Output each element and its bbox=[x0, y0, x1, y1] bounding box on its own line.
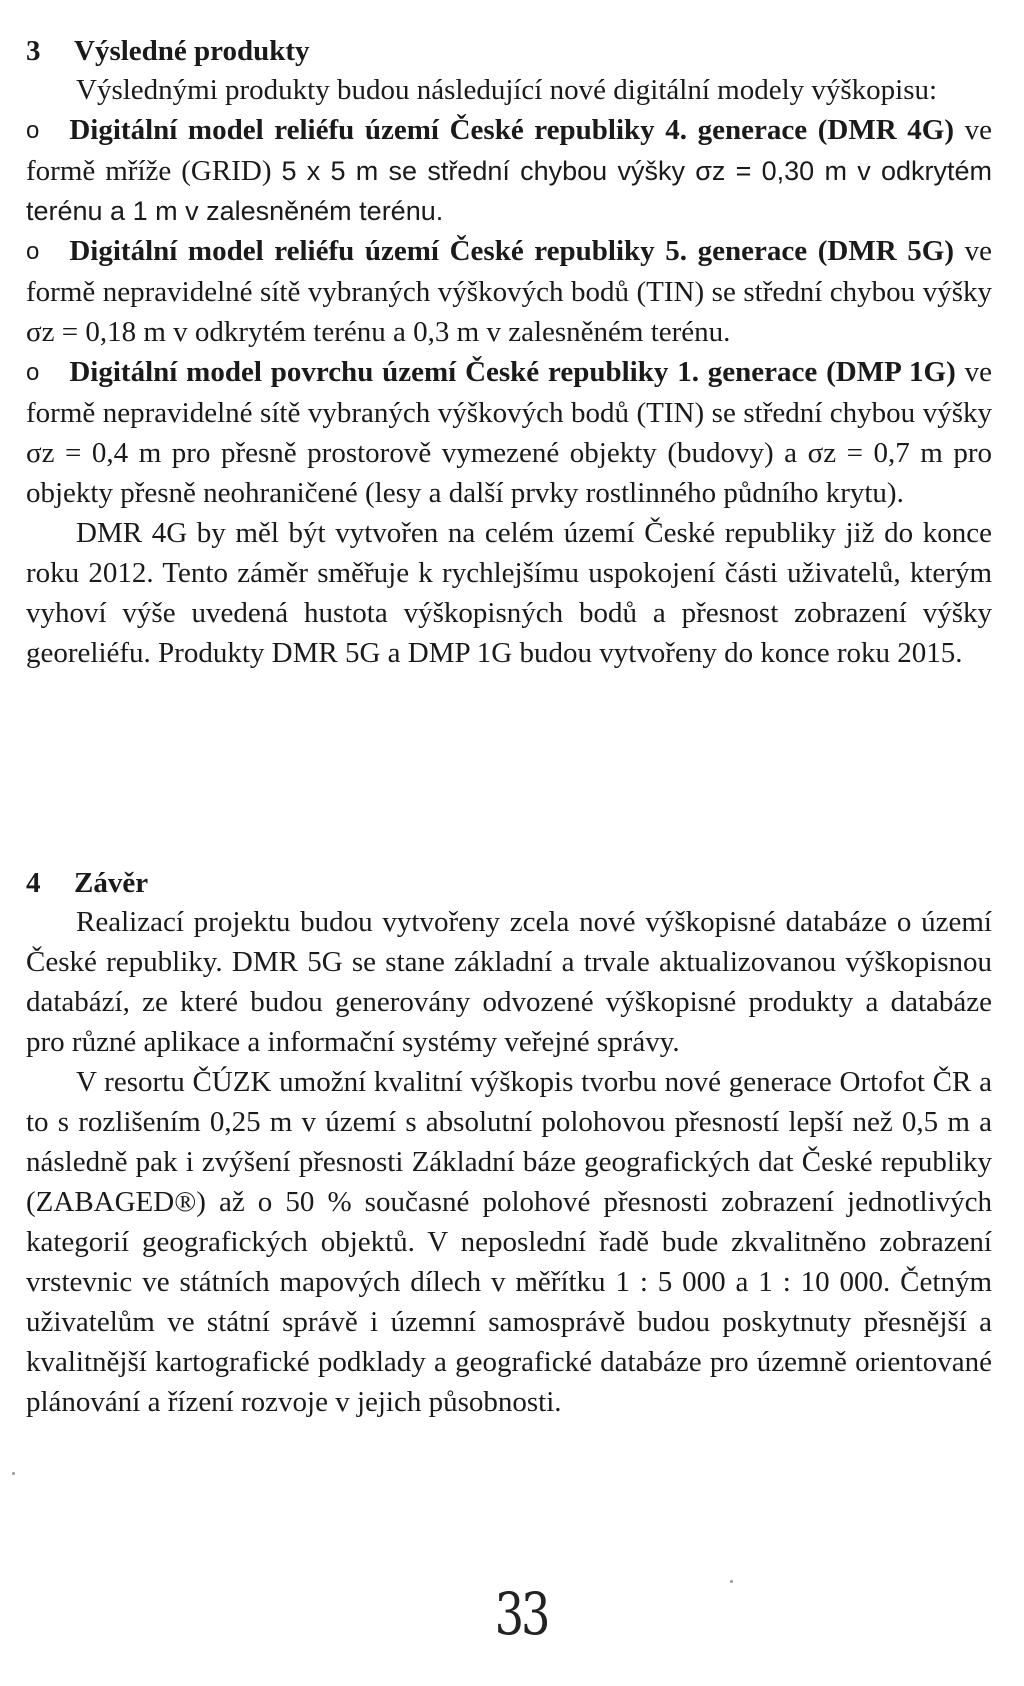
bullet-circle-icon: o bbox=[26, 117, 40, 144]
list-item-bold: Digitální model povrchu území České republiky 1. generace (DMP 1G) bbox=[69, 356, 956, 388]
section-number: 3 bbox=[26, 35, 41, 67]
document-page bbox=[26, 0, 992, 1686]
list-item bbox=[26, 352, 992, 513]
bullet-circle-icon: o bbox=[26, 359, 40, 386]
section-title: Závěr bbox=[74, 867, 149, 899]
section-heading bbox=[26, 34, 992, 68]
section-closing-paragraph: DMR 4G by měl být vytvořen na celém území České republiky již do konce roku 2012. Tento záměr směřuje k rychlejšímu uspokojení části uživatelů, kterým vyhoví výše uvedená hustota výškopisných bodů a přesnost zobrazení výšky georeliéfu. Produkty DMR 5G a DMP 1G budou vytvořeny do konce roku 2015. bbox=[26, 517, 992, 669]
paragraph: V resortu ČÚZK umožní kvalitní výškopis tvorbu nové generace Ortofot ČR a to s rozlišením 0,25 m v území s absolutní polohovou přesností lepší než 0,5 m a následně pak i zvýšení přesnosti Základní báze geografických dat České republiky (ZABAGED®) až o 50 % současné polohové přesnosti zobrazení jednotlivých kategorií geografických objektů. V neposlední řadě bude zkvalitněno zobrazení vrstevnic ve státních mapových dílech v měřítku 1 : 5 000 a 1 : 10 000. Četným uživatelům ve státní správě i územní samosprávě budou poskytnuty přesnější a kvalitnější kartografické podklady a geografické databáze pro územně orientované plánování a řízení rozvoje v jejich působnosti. bbox=[26, 1066, 992, 1418]
list-item-text-sans: 5 x 5 m se střední chybou výšky σz = 0,30 m v odkrytém terénu a 1 m v zalesněném terénu. bbox=[26, 156, 992, 226]
page-number: 33 bbox=[494, 1580, 548, 1648]
list-item bbox=[26, 110, 992, 231]
list-item-bold: Digitální model reliéfu území České republiky 4. generace (DMR 4G) bbox=[69, 114, 955, 146]
list-item-text: ve formě nepravidelné sítě vybraných výškových bodů (TIN) se střední chybou výšky σz = 0,4 m pro přesně prostorově vymezené objekty (budovy) a σz = 0,7 m pro objekty přesně neohraničené (lesy a další prvky rostlinného půdního krytu). bbox=[26, 356, 992, 509]
section-intro: Výslednými produkty budou následující nové digitální modely výškopisu: bbox=[76, 74, 938, 106]
section-3 bbox=[26, 34, 992, 673]
bullet-circle-icon: o bbox=[26, 238, 40, 265]
paragraph: Realizací projektu budou vytvořeny zcela nové výškopisné databáze o území České republiky. DMR 5G se stane základní a trvale aktualizovanou výškopisnou databází, ze které budou generovány odvozené výškopisné produkty a databáze pro různé aplikace a informační systémy veřejné správy. bbox=[26, 906, 992, 1058]
list-item-text: ve formě nepravidelné sítě vybraných výškových bodů (TIN) se střední chybou výšky σz = 0,18 m v odkrytém terénu a 0,3 m v zalesněném terénu. bbox=[26, 235, 993, 348]
section-heading bbox=[26, 866, 992, 900]
list-item-bold: Digitální model reliéfu území České republiky 5. generace (DMR 5G) bbox=[69, 235, 955, 267]
section-title: Výsledné produkty bbox=[74, 35, 310, 67]
list-item bbox=[26, 231, 992, 352]
scan-speck bbox=[12, 1472, 15, 1475]
section-number: 4 bbox=[26, 867, 41, 899]
section-4 bbox=[26, 866, 992, 1422]
scan-speck bbox=[730, 1580, 733, 1583]
list-item-text: ve formě mříže (GRID) bbox=[26, 114, 993, 187]
